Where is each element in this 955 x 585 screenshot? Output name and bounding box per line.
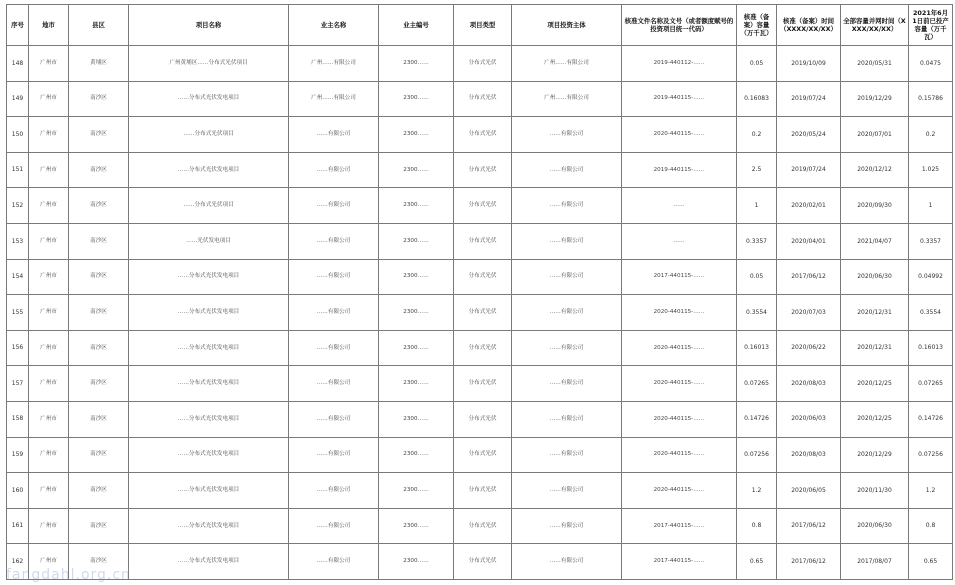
cell-capacity: 0.07265 — [737, 366, 777, 402]
cell-approval-doc: 2017-440115-…… — [622, 259, 737, 295]
table-row — [7, 330, 953, 366]
cell-project-name: ……分布式光伏发电项目 — [129, 152, 289, 188]
cell-approval-doc: …… — [622, 223, 737, 259]
cell-district: 南沙区 — [69, 223, 129, 259]
cell-operating-capacity: 0.04992 — [909, 259, 953, 295]
cell-operating-capacity: 0.3357 — [909, 223, 953, 259]
cell-district: 南沙区 — [69, 81, 129, 117]
cell-district: 南沙区 — [69, 366, 129, 402]
cell-operating-capacity: 0.8 — [909, 508, 953, 544]
cell-district: 南沙区 — [69, 117, 129, 153]
cell-city: 广州市 — [29, 117, 69, 153]
cell-project-name: ……分布式光伏发电项目 — [129, 401, 289, 437]
cell-project-type: 分布式光伏 — [454, 330, 512, 366]
cell-owner-name: ……有限公司 — [289, 366, 379, 402]
cell-investor: ……有限公司 — [512, 295, 622, 331]
cell-project-type: 分布式光伏 — [454, 188, 512, 224]
cell-city: 广州市 — [29, 188, 69, 224]
cell-district: 南沙区 — [69, 259, 129, 295]
cell-owner-id: 2300…… — [379, 330, 454, 366]
cell-owner-name: ……有限公司 — [289, 473, 379, 509]
cell-grid-date: 2020/12/25 — [841, 366, 909, 402]
cell-project-name: ……分布式光伏发电项目 — [129, 295, 289, 331]
cell-grid-date: 2020/07/01 — [841, 117, 909, 153]
cell-project-name: 广州黄埔区……分布式光伏项目 — [129, 46, 289, 82]
cell-index: 162 — [7, 544, 29, 580]
cell-project-name: ……分布式光伏发电项目 — [129, 437, 289, 473]
cell-approval-doc: 2020-440115-…… — [622, 401, 737, 437]
cell-approval-doc: 2017-440115-…… — [622, 508, 737, 544]
header-project-name: 项目名称 — [129, 5, 289, 46]
cell-district: 南沙区 — [69, 188, 129, 224]
cell-capacity: 0.65 — [737, 544, 777, 580]
cell-city: 广州市 — [29, 473, 69, 509]
cell-owner-name: ……有限公司 — [289, 188, 379, 224]
cell-approval-doc: 2020-440115-…… — [622, 437, 737, 473]
cell-city: 广州市 — [29, 259, 69, 295]
cell-owner-id: 2300…… — [379, 152, 454, 188]
table-row — [7, 295, 953, 331]
cell-grid-date: 2020/11/30 — [841, 473, 909, 509]
cell-operating-capacity: 0.2 — [909, 117, 953, 153]
cell-grid-date: 2020/06/30 — [841, 259, 909, 295]
cell-index: 154 — [7, 259, 29, 295]
cell-project-type: 分布式光伏 — [454, 81, 512, 117]
cell-operating-capacity: 1.025 — [909, 152, 953, 188]
cell-grid-date: 2020/12/31 — [841, 295, 909, 331]
cell-operating-capacity: 0.07256 — [909, 437, 953, 473]
table-row — [7, 401, 953, 437]
cell-district: 南沙区 — [69, 152, 129, 188]
cell-index: 156 — [7, 330, 29, 366]
header-city: 地市 — [29, 5, 69, 46]
cell-investor: ……有限公司 — [512, 223, 622, 259]
cell-approval-date: 2017/06/12 — [777, 508, 841, 544]
cell-owner-id: 2300…… — [379, 46, 454, 82]
cell-grid-date: 2020/09/30 — [841, 188, 909, 224]
cell-district: 南沙区 — [69, 437, 129, 473]
cell-operating-capacity: 0.07265 — [909, 366, 953, 402]
cell-index: 148 — [7, 46, 29, 82]
watermark: fangdahl.org.cn — [6, 567, 131, 583]
cell-capacity: 0.14726 — [737, 401, 777, 437]
cell-project-name: ……分布式光伏发电项目 — [129, 81, 289, 117]
cell-project-type: 分布式光伏 — [454, 508, 512, 544]
cell-capacity: 0.8 — [737, 508, 777, 544]
cell-index: 158 — [7, 401, 29, 437]
cell-approval-date: 2020/06/05 — [777, 473, 841, 509]
cell-project-type: 分布式光伏 — [454, 117, 512, 153]
header-owner-name: 业主名称 — [289, 5, 379, 46]
cell-capacity: 1.2 — [737, 473, 777, 509]
cell-owner-id: 2300…… — [379, 437, 454, 473]
cell-approval-date: 2020/04/01 — [777, 223, 841, 259]
cell-approval-date: 2020/08/03 — [777, 366, 841, 402]
cell-investor: ……有限公司 — [512, 188, 622, 224]
cell-operating-capacity: 0.0475 — [909, 46, 953, 82]
cell-index: 161 — [7, 508, 29, 544]
cell-owner-id: 2300…… — [379, 473, 454, 509]
cell-owner-id: 2300…… — [379, 544, 454, 580]
cell-investor: ……有限公司 — [512, 259, 622, 295]
header-grid-date: 全部容量并网时间（XXXX/XX/XX） — [841, 5, 909, 46]
cell-approval-doc: …… — [622, 188, 737, 224]
cell-grid-date: 2020/12/25 — [841, 401, 909, 437]
table-row — [7, 473, 953, 509]
cell-owner-name: ……有限公司 — [289, 152, 379, 188]
cell-owner-id: 2300…… — [379, 366, 454, 402]
cell-approval-date: 2020/07/03 — [777, 295, 841, 331]
cell-investor: ……有限公司 — [512, 152, 622, 188]
cell-grid-date: 2019/12/29 — [841, 81, 909, 117]
cell-project-type: 分布式光伏 — [454, 152, 512, 188]
cell-city: 广州市 — [29, 223, 69, 259]
cell-owner-id: 2300…… — [379, 117, 454, 153]
cell-owner-id: 2300…… — [379, 259, 454, 295]
cell-index: 159 — [7, 437, 29, 473]
cell-owner-name: ……有限公司 — [289, 223, 379, 259]
table-row — [7, 366, 953, 402]
cell-approval-doc: 2020-440115-…… — [622, 330, 737, 366]
cell-project-name: ……光伏发电项目 — [129, 223, 289, 259]
cell-approval-doc: 2020-440115-…… — [622, 295, 737, 331]
project-table — [6, 4, 953, 580]
cell-investor: ……有限公司 — [512, 473, 622, 509]
header-project-type: 项目类型 — [454, 5, 512, 46]
cell-investor: 广州……有限公司 — [512, 46, 622, 82]
cell-operating-capacity: 0.15786 — [909, 81, 953, 117]
cell-capacity: 1 — [737, 188, 777, 224]
cell-index: 152 — [7, 188, 29, 224]
table-row — [7, 188, 953, 224]
cell-project-type: 分布式光伏 — [454, 223, 512, 259]
cell-grid-date: 2017/08/07 — [841, 544, 909, 580]
cell-approval-doc: 2019-440115-…… — [622, 81, 737, 117]
cell-capacity: 0.2 — [737, 117, 777, 153]
cell-approval-doc: 2020-440115-…… — [622, 366, 737, 402]
cell-approval-doc: 2020-440115-…… — [622, 473, 737, 509]
cell-capacity: 0.16083 — [737, 81, 777, 117]
cell-investor: ……有限公司 — [512, 330, 622, 366]
cell-investor: ……有限公司 — [512, 544, 622, 580]
cell-capacity: 0.3357 — [737, 223, 777, 259]
cell-project-type: 分布式光伏 — [454, 401, 512, 437]
cell-project-type: 分布式光伏 — [454, 46, 512, 82]
cell-city: 广州市 — [29, 508, 69, 544]
header-row — [7, 5, 953, 46]
cell-capacity: 0.3554 — [737, 295, 777, 331]
cell-project-name: ……分布式光伏发电项目 — [129, 366, 289, 402]
cell-investor: ……有限公司 — [512, 117, 622, 153]
cell-investor: ……有限公司 — [512, 508, 622, 544]
cell-investor: 广州……有限公司 — [512, 81, 622, 117]
cell-owner-id: 2300…… — [379, 188, 454, 224]
cell-district: 南沙区 — [69, 508, 129, 544]
cell-city: 广州市 — [29, 81, 69, 117]
cell-approval-date: 2017/06/12 — [777, 544, 841, 580]
cell-grid-date: 2020/05/31 — [841, 46, 909, 82]
cell-investor: ……有限公司 — [512, 437, 622, 473]
cell-city: 广州市 — [29, 544, 69, 580]
cell-index: 149 — [7, 81, 29, 117]
cell-owner-name: ……有限公司 — [289, 330, 379, 366]
table-row — [7, 544, 953, 580]
cell-owner-id: 2300…… — [379, 223, 454, 259]
cell-index: 155 — [7, 295, 29, 331]
cell-index: 153 — [7, 223, 29, 259]
table-row — [7, 259, 953, 295]
cell-operating-capacity: 0.3554 — [909, 295, 953, 331]
cell-capacity: 0.05 — [737, 259, 777, 295]
cell-project-name: ……分布式光伏项目 — [129, 117, 289, 153]
cell-approval-doc: 2019-440112-…… — [622, 46, 737, 82]
cell-index: 150 — [7, 117, 29, 153]
cell-index: 151 — [7, 152, 29, 188]
cell-approval-date: 2017/06/12 — [777, 259, 841, 295]
table-row — [7, 437, 953, 473]
cell-approval-date: 2020/06/03 — [777, 401, 841, 437]
cell-city: 广州市 — [29, 366, 69, 402]
cell-approval-date: 2019/07/24 — [777, 81, 841, 117]
cell-project-type: 分布式光伏 — [454, 259, 512, 295]
cell-city: 广州市 — [29, 330, 69, 366]
cell-owner-name: ……有限公司 — [289, 295, 379, 331]
cell-operating-capacity: 1 — [909, 188, 953, 224]
cell-project-name: ……分布式光伏发电项目 — [129, 259, 289, 295]
cell-project-type: 分布式光伏 — [454, 366, 512, 402]
cell-owner-name: ……有限公司 — [289, 401, 379, 437]
cell-district: 南沙区 — [69, 330, 129, 366]
cell-district: 南沙区 — [69, 544, 129, 580]
cell-approval-date: 2020/08/03 — [777, 437, 841, 473]
cell-city: 广州市 — [29, 437, 69, 473]
cell-capacity: 0.16013 — [737, 330, 777, 366]
cell-project-type: 分布式光伏 — [454, 295, 512, 331]
cell-owner-name: ……有限公司 — [289, 544, 379, 580]
cell-district: 南沙区 — [69, 401, 129, 437]
cell-city: 广州市 — [29, 295, 69, 331]
cell-owner-id: 2300…… — [379, 295, 454, 331]
cell-city: 广州市 — [29, 401, 69, 437]
cell-project-name: ……分布式光伏发电项目 — [129, 508, 289, 544]
table-row — [7, 117, 953, 153]
header-capacity: 核准（备案）容量（万千瓦） — [737, 5, 777, 46]
cell-grid-date: 2020/12/31 — [841, 330, 909, 366]
header-approval-doc: 核准文件名称及文号（或者额度赋号的投资项目统一代码） — [622, 5, 737, 46]
cell-capacity: 2.5 — [737, 152, 777, 188]
cell-owner-name: ……有限公司 — [289, 508, 379, 544]
cell-approval-doc: 2020-440115-…… — [622, 117, 737, 153]
table-row — [7, 508, 953, 544]
cell-owner-name: ……有限公司 — [289, 117, 379, 153]
cell-index: 157 — [7, 366, 29, 402]
cell-grid-date: 2021/04/07 — [841, 223, 909, 259]
cell-project-name: ……分布式光伏发电项目 — [129, 330, 289, 366]
cell-operating-capacity: 1.2 — [909, 473, 953, 509]
cell-approval-doc: 2019-440115-…… — [622, 152, 737, 188]
cell-owner-id: 2300…… — [379, 508, 454, 544]
cell-district: 黄埔区 — [69, 46, 129, 82]
cell-approval-date: 2020/05/24 — [777, 117, 841, 153]
cell-approval-date: 2020/02/01 — [777, 188, 841, 224]
cell-investor: ……有限公司 — [512, 366, 622, 402]
cell-project-name: ……分布式光伏发电项目 — [129, 473, 289, 509]
cell-approval-date: 2019/10/09 — [777, 46, 841, 82]
cell-owner-name: 广州……有限公司 — [289, 81, 379, 117]
cell-owner-id: 2300…… — [379, 81, 454, 117]
table-row — [7, 152, 953, 188]
header-district: 县区 — [69, 5, 129, 46]
table-row — [7, 223, 953, 259]
cell-operating-capacity: 0.14726 — [909, 401, 953, 437]
table-row — [7, 81, 953, 117]
cell-approval-date: 2020/06/22 — [777, 330, 841, 366]
cell-grid-date: 2020/06/30 — [841, 508, 909, 544]
cell-project-name: ……分布式光伏项目 — [129, 188, 289, 224]
cell-owner-name: ……有限公司 — [289, 259, 379, 295]
cell-district: 南沙区 — [69, 295, 129, 331]
cell-index: 160 — [7, 473, 29, 509]
cell-grid-date: 2020/12/12 — [841, 152, 909, 188]
cell-owner-id: 2300…… — [379, 401, 454, 437]
cell-approval-doc: 2017-440115-…… — [622, 544, 737, 580]
cell-owner-name: 广州……有限公司 — [289, 46, 379, 82]
cell-grid-date: 2020/12/29 — [841, 437, 909, 473]
cell-investor: ……有限公司 — [512, 401, 622, 437]
table-row — [7, 46, 953, 82]
cell-city: 广州市 — [29, 46, 69, 82]
header-owner-id: 业主编号 — [379, 5, 454, 46]
cell-project-type: 分布式光伏 — [454, 544, 512, 580]
cell-district: 南沙区 — [69, 473, 129, 509]
cell-city: 广州市 — [29, 152, 69, 188]
cell-operating-capacity: 0.65 — [909, 544, 953, 580]
cell-approval-date: 2019/07/24 — [777, 152, 841, 188]
cell-project-name: ……分布式光伏发电项目 — [129, 544, 289, 580]
cell-capacity: 0.07256 — [737, 437, 777, 473]
cell-project-type: 分布式光伏 — [454, 437, 512, 473]
table-body — [7, 46, 953, 580]
cell-project-type: 分布式光伏 — [454, 473, 512, 509]
header-investor: 项目投资主体 — [512, 5, 622, 46]
cell-capacity: 0.05 — [737, 46, 777, 82]
header-index: 序号 — [7, 5, 29, 46]
cell-owner-name: ……有限公司 — [289, 437, 379, 473]
header-approval-date: 核准（备案）时间（XXXX/XX/XX） — [777, 5, 841, 46]
cell-operating-capacity: 0.16013 — [909, 330, 953, 366]
header-operating-capacity: 2021年6月1日前已投产容量（万千瓦） — [909, 5, 953, 46]
